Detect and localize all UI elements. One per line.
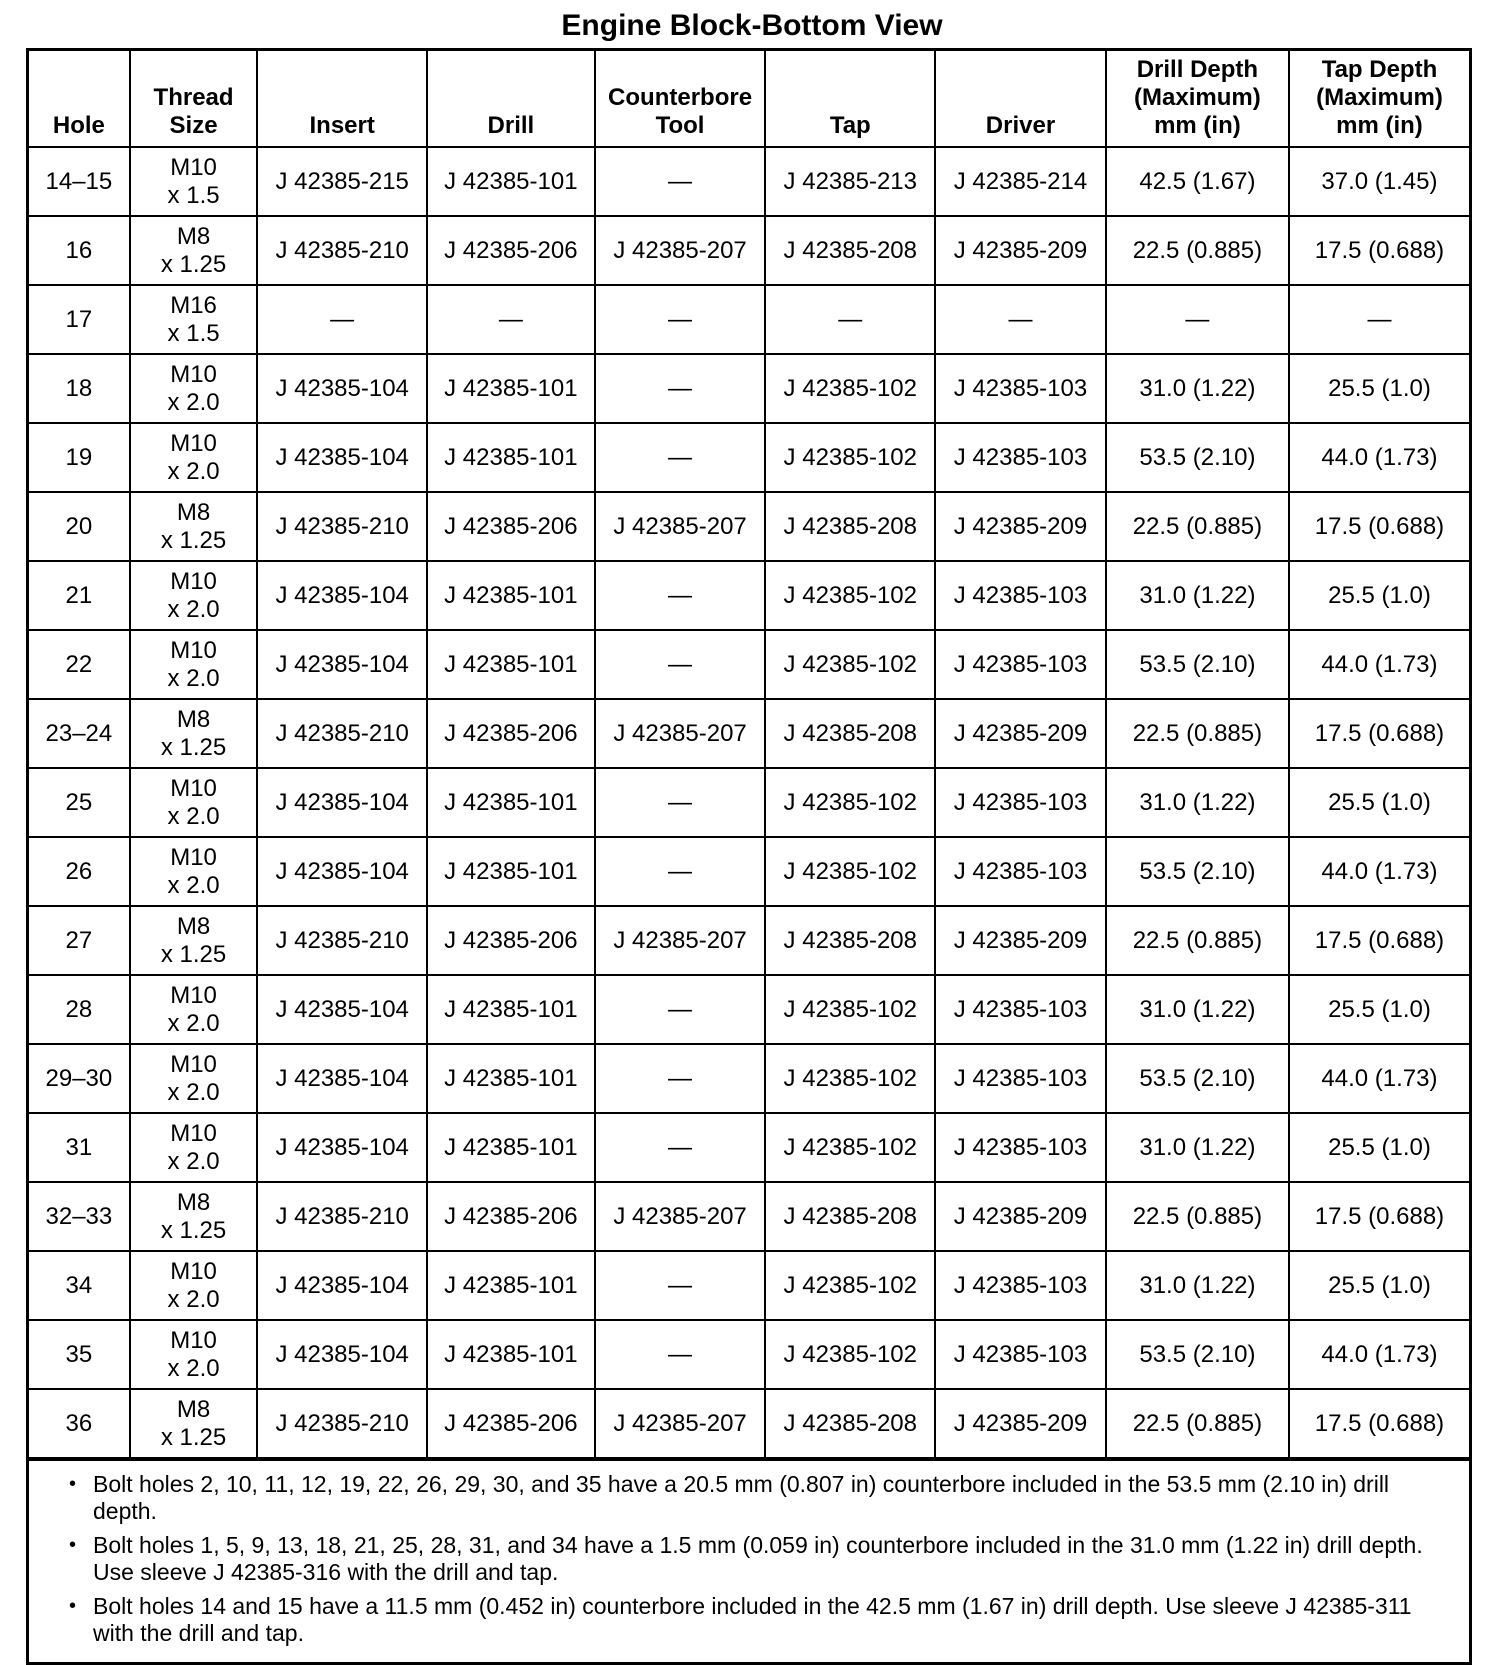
cell-tap: J 42385-208 [765,1182,935,1251]
cell-drill-depth: 31.0 (1.22) [1106,1113,1289,1182]
cell-tap: J 42385-102 [765,423,935,492]
cell-insert: J 42385-104 [257,561,427,630]
cell-drill-depth: 31.0 (1.22) [1106,975,1289,1044]
cell-thread-size: M10 x 2.0 [130,1044,258,1113]
cell-thread-size: M8 x 1.25 [130,1389,258,1458]
cell-counterbore-tool: J 42385-207 [595,699,766,768]
cell-insert: J 42385-210 [257,906,427,975]
cell-thread-size: M10 x 2.0 [130,837,258,906]
cell-thread-size: M10 x 2.0 [130,423,258,492]
cell-tap-depth: 17.5 (0.688) [1289,1389,1469,1458]
cell-tap-depth: 25.5 (1.0) [1289,1251,1469,1320]
cell-tap: J 42385-213 [765,147,935,216]
note-text: Bolt holes 14 and 15 have a 11.5 mm (0.452 in) counterbore included in the 42.5 mm (1.67 in) drill depth. Use sleeve J 42385-311 with the drill and tap. [93,1593,1412,1646]
cell-insert: J 42385-104 [257,1251,427,1320]
cell-drill-depth: — [1106,285,1289,354]
cell-tap: J 42385-208 [765,216,935,285]
cell-tap-depth: 25.5 (1.0) [1289,1113,1469,1182]
cell-hole: 22 [29,630,130,699]
cell-drill: J 42385-101 [427,630,595,699]
cell-driver: J 42385-103 [935,423,1106,492]
cell-insert: J 42385-210 [257,492,427,561]
cell-driver: J 42385-209 [935,492,1106,561]
table-row [29,1113,1469,1182]
table-row [29,1320,1469,1389]
cell-drill-depth: 22.5 (0.885) [1106,1182,1289,1251]
cell-drill-depth: 22.5 (0.885) [1106,699,1289,768]
cell-drill: J 42385-101 [427,975,595,1044]
cell-drill: J 42385-101 [427,354,595,423]
cell-hole: 35 [29,1320,130,1389]
cell-drill: — [427,285,595,354]
cell-hole: 27 [29,906,130,975]
cell-tap-depth: 25.5 (1.0) [1289,354,1469,423]
cell-driver: J 42385-103 [935,630,1106,699]
notes-section [29,1459,1469,1662]
cell-tap: J 42385-102 [765,630,935,699]
table-row [29,906,1469,975]
cell-counterbore-tool: — [595,1044,766,1113]
cell-tap: J 42385-208 [765,699,935,768]
cell-driver: J 42385-103 [935,837,1106,906]
cell-tap: J 42385-102 [765,1251,935,1320]
cell-tap-depth: 25.5 (1.0) [1289,561,1469,630]
bullet-icon: • [69,1534,77,1556]
cell-thread-size: M16 x 1.5 [130,285,258,354]
cell-drill: J 42385-101 [427,1320,595,1389]
cell-insert: J 42385-210 [257,699,427,768]
cell-tap-depth: 25.5 (1.0) [1289,975,1469,1044]
cell-tap: — [765,285,935,354]
cell-thread-size: M10 x 2.0 [130,975,258,1044]
cell-hole: 25 [29,768,130,837]
table-row [29,1251,1469,1320]
cell-counterbore-tool: — [595,630,766,699]
cell-insert: J 42385-104 [257,630,427,699]
note-item [69,1532,1449,1586]
cell-thread-size: M10 x 2.0 [130,768,258,837]
cell-counterbore-tool: — [595,147,766,216]
cell-driver: J 42385-103 [935,975,1106,1044]
cell-counterbore-tool: — [595,837,766,906]
cell-driver: — [935,285,1106,354]
cell-driver: J 42385-209 [935,1389,1106,1458]
cell-tap: J 42385-102 [765,1320,935,1389]
cell-counterbore-tool: — [595,768,766,837]
cell-insert: J 42385-104 [257,354,427,423]
cell-hole: 14–15 [29,147,130,216]
cell-driver: J 42385-103 [935,1320,1106,1389]
cell-driver: J 42385-209 [935,699,1106,768]
cell-thread-size: M10 x 2.0 [130,1320,258,1389]
header-tap: Tap [765,51,935,147]
bullet-icon: • [69,1595,77,1617]
table-row [29,216,1469,285]
cell-hole: 16 [29,216,130,285]
cell-hole: 21 [29,561,130,630]
cell-driver: J 42385-209 [935,216,1106,285]
cell-tap-depth: 17.5 (0.688) [1289,699,1469,768]
cell-driver: J 42385-103 [935,1113,1106,1182]
cell-insert: J 42385-104 [257,1320,427,1389]
cell-tap-depth: 44.0 (1.73) [1289,630,1469,699]
cell-drill: J 42385-101 [427,768,595,837]
tool-spec-table [29,51,1469,1459]
cell-tap-depth: 44.0 (1.73) [1289,423,1469,492]
cell-drill-depth: 53.5 (2.10) [1106,1044,1289,1113]
cell-tap-depth: 44.0 (1.73) [1289,1320,1469,1389]
cell-counterbore-tool: J 42385-207 [595,1389,766,1458]
table-row [29,1389,1469,1458]
cell-thread-size: M10 x 1.5 [130,147,258,216]
header-driver: Driver [935,51,1106,147]
cell-thread-size: M8 x 1.25 [130,1182,258,1251]
table-row [29,768,1469,837]
cell-insert: J 42385-210 [257,1389,427,1458]
cell-counterbore-tool: — [595,975,766,1044]
cell-tap: J 42385-102 [765,561,935,630]
cell-driver: J 42385-103 [935,354,1106,423]
cell-drill: J 42385-101 [427,1113,595,1182]
cell-driver: J 42385-209 [935,906,1106,975]
cell-drill: J 42385-206 [427,1182,595,1251]
cell-insert: J 42385-215 [257,147,427,216]
cell-drill: J 42385-206 [427,216,595,285]
table-row [29,354,1469,423]
cell-thread-size: M8 x 1.25 [130,216,258,285]
cell-driver: J 42385-103 [935,561,1106,630]
cell-thread-size: M10 x 2.0 [130,630,258,699]
cell-thread-size: M8 x 1.25 [130,906,258,975]
cell-tap: J 42385-102 [765,768,935,837]
table-row [29,1044,1469,1113]
cell-tap: J 42385-102 [765,1113,935,1182]
table-row [29,147,1469,216]
cell-drill-depth: 53.5 (2.10) [1106,1320,1289,1389]
cell-drill: J 42385-206 [427,1389,595,1458]
cell-thread-size: M10 x 2.0 [130,354,258,423]
cell-hole: 29–30 [29,1044,130,1113]
cell-drill-depth: 22.5 (0.885) [1106,492,1289,561]
cell-hole: 19 [29,423,130,492]
cell-tap-depth: 17.5 (0.688) [1289,492,1469,561]
cell-drill-depth: 53.5 (2.10) [1106,423,1289,492]
cell-drill-depth: 42.5 (1.67) [1106,147,1289,216]
table-row [29,1182,1469,1251]
cell-hole: 26 [29,837,130,906]
cell-tap-depth: 37.0 (1.45) [1289,147,1469,216]
cell-insert: J 42385-210 [257,1182,427,1251]
cell-tap: J 42385-102 [765,837,935,906]
cell-drill: J 42385-206 [427,699,595,768]
cell-insert: J 42385-210 [257,216,427,285]
cell-drill: J 42385-101 [427,561,595,630]
cell-tap-depth: 17.5 (0.688) [1289,1182,1469,1251]
header-tap-depth: Tap Depth (Maximum) mm (in) [1289,51,1469,147]
note-text: Bolt holes 2, 10, 11, 12, 19, 22, 26, 29, 30, and 35 have a 20.5 mm (0.807 in) counterbore included in the 53.5 mm (2.10 in) drill depth. [93,1471,1390,1524]
cell-drill-depth: 22.5 (0.885) [1106,906,1289,975]
cell-drill: J 42385-101 [427,423,595,492]
cell-driver: J 42385-214 [935,147,1106,216]
header-hole: Hole [29,51,130,147]
cell-drill: J 42385-101 [427,1044,595,1113]
note-text: Bolt holes 1, 5, 9, 13, 18, 21, 25, 28, 31, and 34 have a 1.5 mm (0.059 in) counterbore included in the 31.0 mm (1.22 in) drill depth. Use sleeve J 42385-316 with the drill and tap. [93,1532,1423,1585]
cell-counterbore-tool: — [595,1320,766,1389]
cell-hole: 17 [29,285,130,354]
cell-hole: 28 [29,975,130,1044]
cell-tap-depth: 17.5 (0.688) [1289,216,1469,285]
cell-counterbore-tool: J 42385-207 [595,906,766,975]
cell-drill-depth: 31.0 (1.22) [1106,561,1289,630]
cell-drill: J 42385-206 [427,906,595,975]
cell-driver: J 42385-103 [935,1044,1106,1113]
cell-tap: J 42385-208 [765,492,935,561]
cell-tap: J 42385-102 [765,354,935,423]
table-row [29,285,1469,354]
cell-counterbore-tool: J 42385-207 [595,216,766,285]
cell-drill-depth: 53.5 (2.10) [1106,837,1289,906]
cell-drill-depth: 22.5 (0.885) [1106,216,1289,285]
cell-tap-depth: 25.5 (1.0) [1289,768,1469,837]
cell-hole: 31 [29,1113,130,1182]
cell-insert: J 42385-104 [257,975,427,1044]
cell-drill-depth: 22.5 (0.885) [1106,1389,1289,1458]
cell-drill-depth: 53.5 (2.10) [1106,630,1289,699]
header-thread-size: Thread Size [130,51,258,147]
header-drill: Drill [427,51,595,147]
table-row [29,975,1469,1044]
cell-hole: 36 [29,1389,130,1458]
cell-tap-depth: — [1289,285,1469,354]
cell-driver: J 42385-103 [935,1251,1106,1320]
cell-thread-size: M10 x 2.0 [130,561,258,630]
table-row [29,492,1469,561]
cell-tap: J 42385-208 [765,906,935,975]
cell-counterbore-tool: — [595,1251,766,1320]
cell-counterbore-tool: J 42385-207 [595,1182,766,1251]
table-row [29,837,1469,906]
cell-tap: J 42385-102 [765,975,935,1044]
cell-drill-depth: 31.0 (1.22) [1106,768,1289,837]
cell-drill: J 42385-101 [427,837,595,906]
cell-hole: 34 [29,1251,130,1320]
table-body [29,147,1469,1458]
table-row [29,423,1469,492]
cell-insert: J 42385-104 [257,1113,427,1182]
cell-hole: 20 [29,492,130,561]
cell-hole: 18 [29,354,130,423]
cell-driver: J 42385-103 [935,768,1106,837]
cell-hole: 23–24 [29,699,130,768]
header-row [29,51,1469,147]
cell-insert: J 42385-104 [257,423,427,492]
cell-counterbore-tool: — [595,285,766,354]
spec-table-frame [26,48,1472,1665]
note-item [69,1593,1449,1647]
cell-thread-size: M8 x 1.25 [130,492,258,561]
cell-tap: J 42385-102 [765,1044,935,1113]
table-row [29,699,1469,768]
table-row [29,630,1469,699]
cell-tap-depth: 44.0 (1.73) [1289,1044,1469,1113]
cell-insert: J 42385-104 [257,837,427,906]
cell-counterbore-tool: — [595,1113,766,1182]
cell-thread-size: M10 x 2.0 [130,1251,258,1320]
bullet-icon: • [69,1473,77,1495]
cell-tap-depth: 44.0 (1.73) [1289,837,1469,906]
cell-tap: J 42385-208 [765,1389,935,1458]
header-insert: Insert [257,51,427,147]
cell-drill: J 42385-101 [427,1251,595,1320]
cell-drill: J 42385-206 [427,492,595,561]
cell-drill-depth: 31.0 (1.22) [1106,354,1289,423]
cell-hole: 32–33 [29,1182,130,1251]
header-counterbore-tool: Counterbore Tool [595,51,766,147]
cell-insert: — [257,285,427,354]
cell-drill-depth: 31.0 (1.22) [1106,1251,1289,1320]
cell-counterbore-tool: J 42385-207 [595,492,766,561]
cell-tap-depth: 17.5 (0.688) [1289,906,1469,975]
cell-insert: J 42385-104 [257,768,427,837]
cell-driver: J 42385-209 [935,1182,1106,1251]
cell-counterbore-tool: — [595,561,766,630]
header-drill-depth: Drill Depth (Maximum) mm (in) [1106,51,1289,147]
cell-thread-size: M10 x 2.0 [130,1113,258,1182]
cell-counterbore-tool: — [595,354,766,423]
cell-drill: J 42385-101 [427,147,595,216]
cell-insert: J 42385-104 [257,1044,427,1113]
cell-counterbore-tool: — [595,423,766,492]
cell-thread-size: M8 x 1.25 [130,699,258,768]
table-row [29,561,1469,630]
note-item [69,1471,1449,1525]
page-title: Engine Block-Bottom View [561,9,943,42]
